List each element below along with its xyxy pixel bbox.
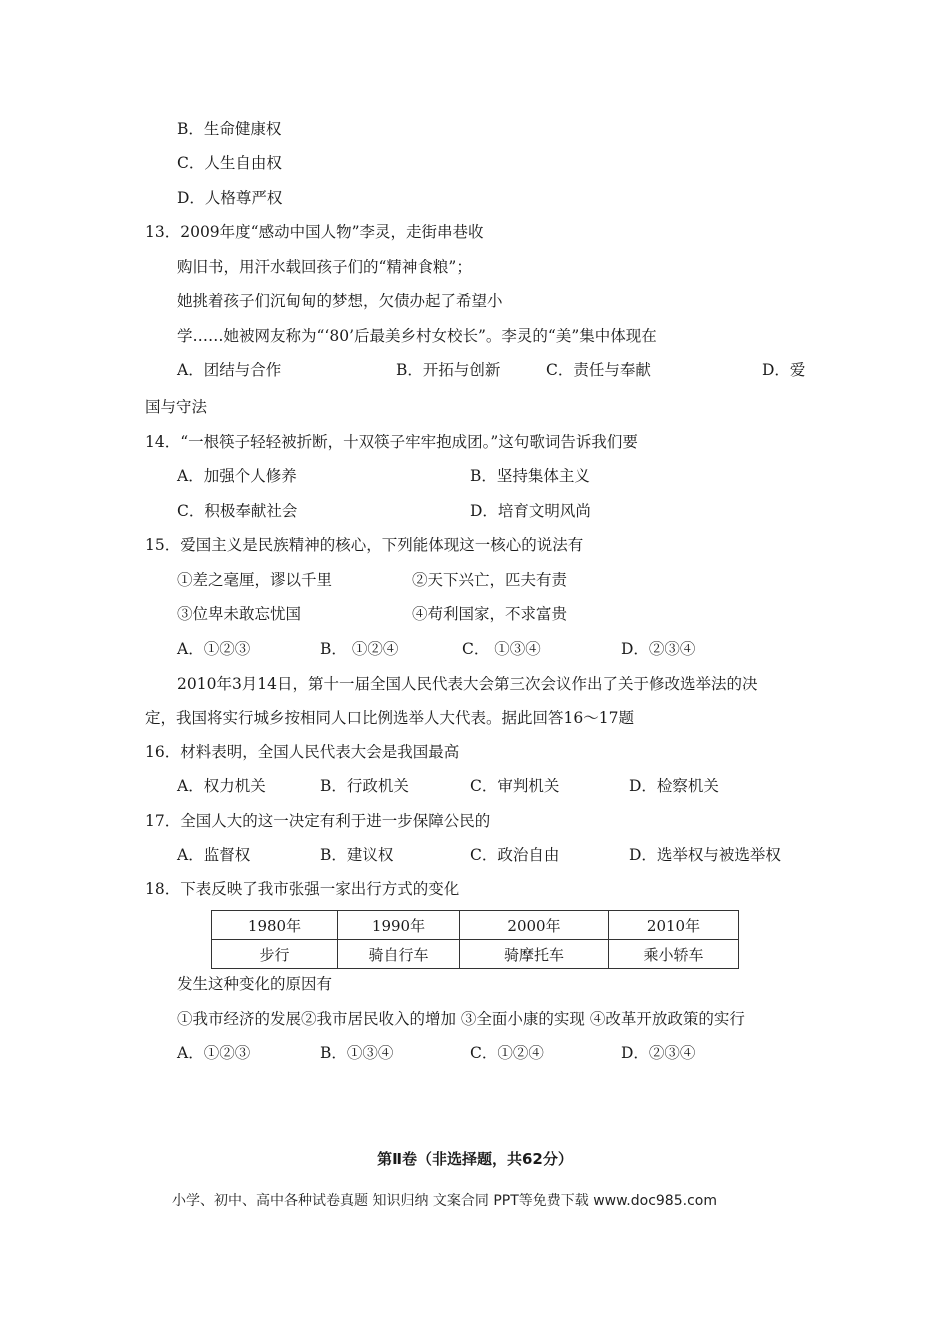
q12-option-b: B．生命健康权 bbox=[177, 120, 282, 138]
q15-stem: 15．爱国主义是民族精神的核心，下列能体现这一核心的说法有 bbox=[145, 536, 584, 554]
q14-option-c: C．积极奉献社会 bbox=[177, 502, 298, 520]
table-row-modes bbox=[212, 940, 739, 969]
q17-option-a: A．监督权 bbox=[177, 846, 251, 864]
material-line-2: 定，我国将实行城乡按相同人口比例选举人大代表。据此回答16～17题 bbox=[145, 709, 634, 727]
q15-item-1: ①差之毫厘，谬以千里 bbox=[177, 571, 333, 589]
table-cell-mode-2010: 乘小轿车 bbox=[609, 940, 739, 969]
q18-option-a: A．①②③ bbox=[177, 1044, 251, 1062]
q13-option-b: B．开拓与创新 bbox=[396, 361, 501, 379]
q13-stem-line-4: 学……她被网友称为“‘80’后最美乡村女校长”。李灵的“美”集中体现在 bbox=[177, 327, 657, 345]
q15-option-b: B． ①②④ bbox=[320, 640, 399, 658]
q12-option-c: C．人生自由权 bbox=[177, 154, 282, 172]
q16-stem: 16．材料表明，全国人民代表大会是我国最高 bbox=[145, 743, 460, 761]
q16-option-c: C．审判机关 bbox=[470, 777, 560, 795]
q13-stem-line-3: 她挑着孩子们沉甸甸的梦想，欠债办起了希望小 bbox=[177, 292, 503, 310]
section-title: 第Ⅱ卷（非选择题，共62分） bbox=[377, 1150, 573, 1168]
q17-option-c: C．政治自由 bbox=[470, 846, 560, 864]
q16-option-a: A．权力机关 bbox=[177, 777, 266, 795]
table-cell-mode-1990: 骑自行车 bbox=[338, 940, 460, 969]
material-line-1: 2010年3月14日，第十一届全国人民代表大会第三次会议作出了关于修改选举法的决 bbox=[177, 675, 758, 693]
q14-option-d: D．培育文明风尚 bbox=[470, 502, 591, 520]
q18-option-b: B．①③④ bbox=[320, 1044, 394, 1062]
q17-stem: 17．全国人大的这一决定有利于进一步保障公民的 bbox=[145, 812, 491, 830]
table-row-years bbox=[212, 911, 739, 940]
q15-option-d: D．②③④ bbox=[621, 640, 696, 658]
table-cell-year-1980: 1980年 bbox=[212, 911, 338, 940]
table-cell-mode-1980: 步行 bbox=[212, 940, 338, 969]
q18-option-d: D．②③④ bbox=[621, 1044, 696, 1062]
travel-mode-table bbox=[211, 910, 739, 969]
q18-reasons: ①我市经济的发展②我市居民收入的增加 ③全面小康的实现 ④改革开放政策的实行 bbox=[177, 1010, 745, 1028]
q14-option-a: A．加强个人修养 bbox=[177, 467, 297, 485]
q17-option-d: D．选举权与被选举权 bbox=[629, 846, 781, 864]
q13-stem-line-2: 购旧书，用汗水载回孩子们的“精神食粮”； bbox=[177, 258, 472, 276]
q15-option-a: A．①②③ bbox=[177, 640, 251, 658]
q17-option-b: B．建议权 bbox=[320, 846, 394, 864]
q14-option-b: B．坚持集体主义 bbox=[470, 467, 590, 485]
q15-item-4: ④苟利国家，不求富贵 bbox=[412, 605, 568, 623]
footer-download-note: 小学、初中、高中各种试卷真题 知识归纳 文案合同 PPT等免费下载 www.doc985.com bbox=[172, 1193, 717, 1209]
q13-option-d-wrap: 国与守法 bbox=[145, 398, 208, 416]
q15-item-2: ②天下兴亡，匹夫有责 bbox=[412, 571, 568, 589]
q13-option-d: D．爱 bbox=[762, 361, 806, 379]
q15-item-3: ③位卑未敢忘忧国 bbox=[177, 605, 302, 623]
q18-stem: 18．下表反映了我市张强一家出行方式的变化 bbox=[145, 880, 460, 898]
table-cell-year-1990: 1990年 bbox=[338, 911, 460, 940]
q13-option-c: C．责任与奉献 bbox=[546, 361, 651, 379]
q16-option-b: B．行政机关 bbox=[320, 777, 409, 795]
q18-reason-prompt: 发生这种变化的原因有 bbox=[177, 975, 333, 993]
q14-stem: 14．“一根筷子轻轻被折断，十双筷子牢牢抱成团。”这句歌词告诉我们要 bbox=[145, 433, 638, 451]
table-cell-year-2010: 2010年 bbox=[609, 911, 739, 940]
q13-option-a: A．团结与合作 bbox=[177, 361, 282, 379]
table-cell-year-2000: 2000年 bbox=[460, 911, 609, 940]
table-cell-mode-2000: 骑摩托车 bbox=[460, 940, 609, 969]
q13-stem-line-1: 13．2009年度“感动中国人物”李灵，走街串巷收 bbox=[145, 223, 484, 241]
q16-option-d: D．检察机关 bbox=[629, 777, 719, 795]
q12-option-d: D．人格尊严权 bbox=[177, 189, 283, 207]
q18-option-c: C．①②④ bbox=[470, 1044, 544, 1062]
q15-option-c: C． ①③④ bbox=[462, 640, 541, 658]
